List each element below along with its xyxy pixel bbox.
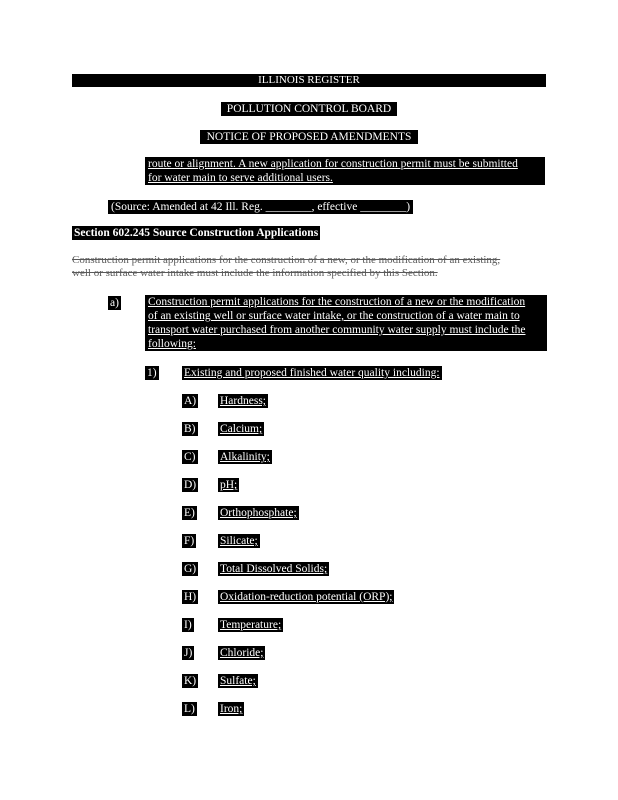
- sub-item-text: Chloride;: [220, 647, 264, 659]
- continuation-line-1: route or alignment. A new application for construction permit must be submitted: [148, 158, 518, 170]
- sub-item-text: Iron;: [220, 703, 243, 715]
- sub-item-text: Calcium;: [220, 423, 263, 435]
- sub-item-label: A): [184, 395, 197, 407]
- board-title: POLLUTION CONTROL BOARD: [221, 102, 397, 116]
- struck-line-2: well or surface water intake must include the information specified by this Section.: [72, 267, 438, 279]
- continuation-paragraph: [145, 157, 545, 185]
- subsection-a-line-3: transport water purchased from another community water supply must include the: [148, 324, 526, 336]
- sub-item-text: Silicate;: [220, 535, 258, 547]
- section-title: Section 602.245 Source Construction Applications: [74, 227, 319, 239]
- subsection-a-line-2: of an existing well or surface water intake, or the construction of a water main to: [148, 310, 520, 322]
- sub-item-text: Alkalinity;: [220, 451, 270, 463]
- sub-item-label: H): [184, 591, 197, 603]
- sub-item-label: I): [184, 619, 192, 631]
- sub-item-label: G): [184, 563, 197, 575]
- sub-item-text: Orthophosphate;: [220, 507, 297, 519]
- sub-item-text: Sulfate;: [220, 675, 256, 687]
- sub-item-label: K): [184, 675, 197, 687]
- sub-item-label: C): [184, 451, 196, 463]
- sub-item-label: L): [184, 703, 195, 715]
- source-note: (Source: Amended at 42 Ill. Reg. ________, effective ________): [108, 200, 413, 214]
- sub-item-text: pH;: [220, 479, 238, 491]
- sub-item-label: E): [184, 507, 195, 519]
- subsection-a-label: a): [110, 297, 119, 309]
- sub-item-label: D): [184, 479, 197, 491]
- continuation-line-2: for water main to serve additional users.: [148, 172, 333, 184]
- subsection-a-paragraph: [145, 295, 547, 351]
- subsection-a-line-1: Construction permit applications for the construction of a new or the modification: [148, 296, 526, 308]
- sub-item-label: B): [184, 423, 196, 435]
- sub-item-label: J): [184, 647, 193, 659]
- notice-title: NOTICE OF PROPOSED AMENDMENTS: [200, 130, 418, 144]
- register-title: ILLINOIS REGISTER: [72, 74, 546, 87]
- subsection-a-line-4: following:: [148, 338, 196, 350]
- sub-item-text: Oxidation-reduction potential (ORP);: [220, 591, 393, 603]
- sub-item-text: Total Dissolved Solids;: [220, 563, 328, 575]
- item-1-label: 1): [147, 367, 157, 379]
- struck-paragraph: [72, 254, 548, 280]
- sub-item-text: Hardness;: [220, 395, 266, 407]
- sub-item-text: Temperature;: [220, 619, 282, 631]
- item-1-text: Existing and proposed finished water quality including:: [184, 367, 440, 379]
- sub-item-label: F): [184, 535, 195, 547]
- struck-line-1: Construction permit applications for the construction of a new, or the modification of an existing,: [72, 254, 501, 266]
